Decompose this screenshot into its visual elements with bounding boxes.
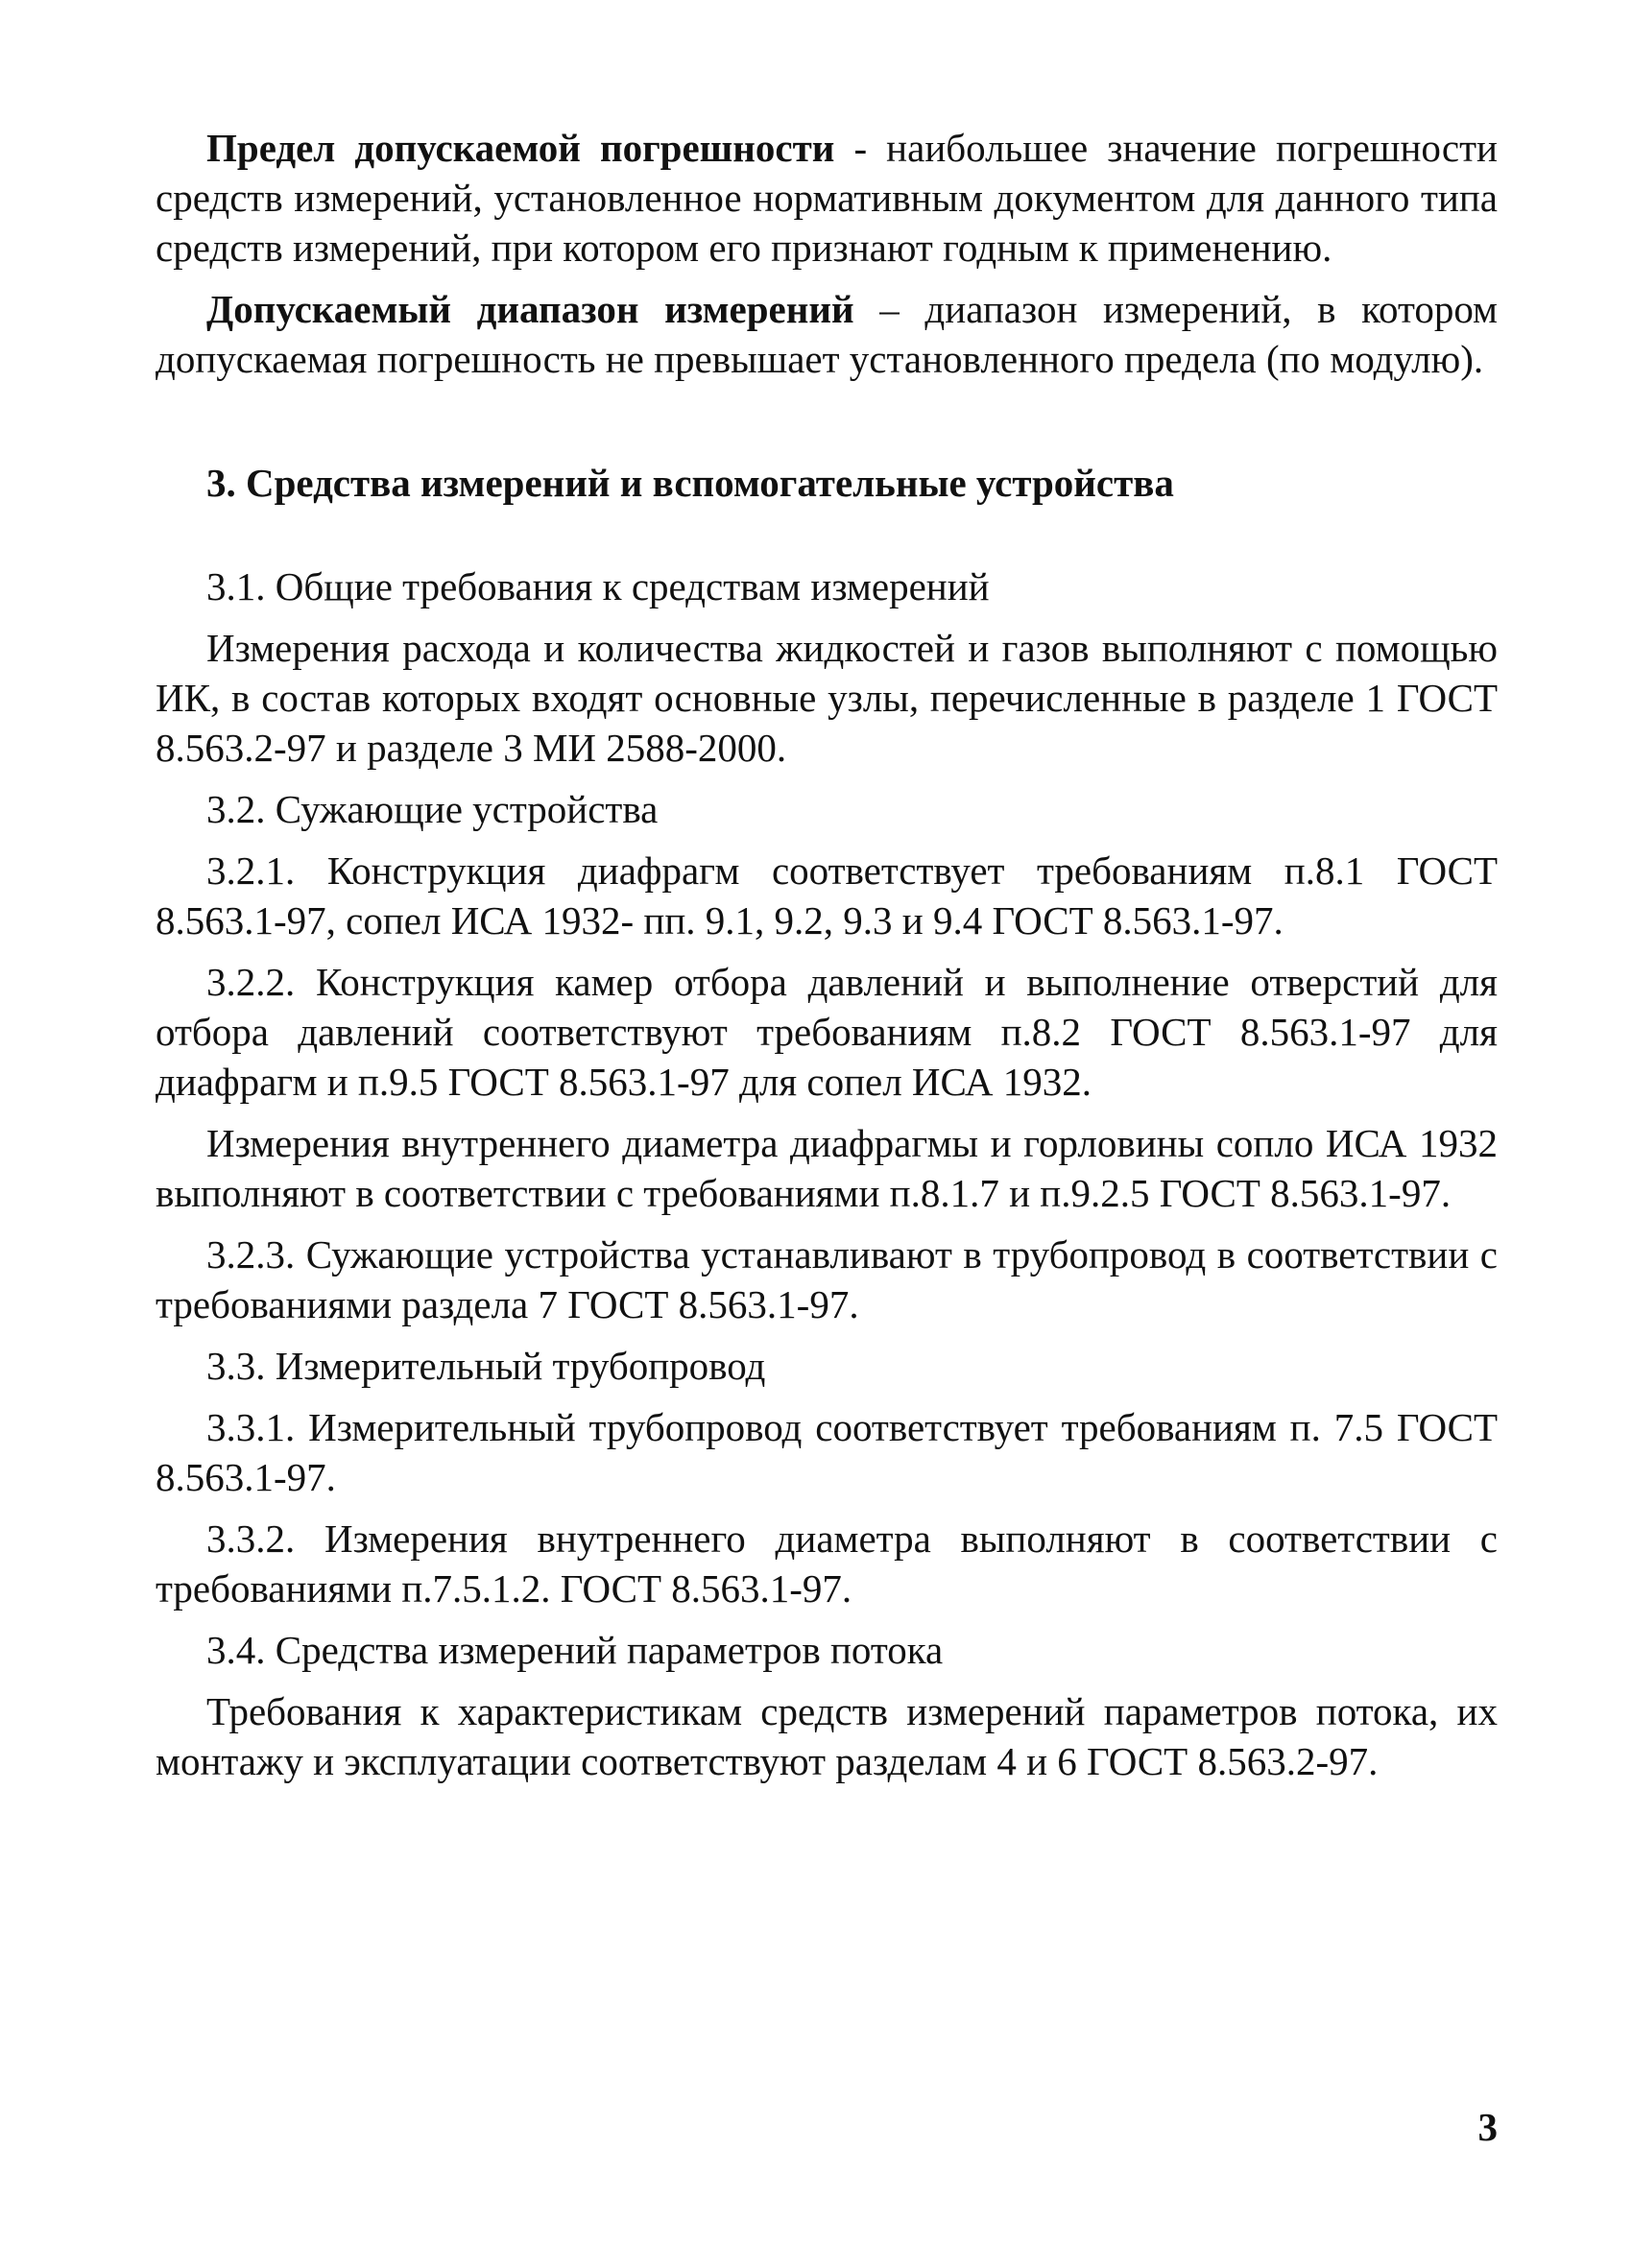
paragraph-3-4-title: 3.4. Средства измерений параметров потока: [206, 1628, 944, 1672]
paragraph-3-3-title: 3.3. Измерительный трубопровод: [206, 1344, 766, 1388]
section-heading: 3. Средства измерений и вспомогательные устройства: [206, 461, 1174, 505]
paragraph-3-2-3: 3.2.3. Сужающие устройства устанавливают в трубопровод в соответствии с требованиями раздела 7 ГОСТ 8.563.1-97.: [156, 1232, 1498, 1326]
definition-term: Допускаемый диапазон измерений: [206, 287, 854, 331]
paragraph-3-4-text: Требования к характеристикам средств измерений параметров потока, их монтажу и эксплуатации соответствуют разделам 4 и 6 ГОСТ 8.563.2-97.: [156, 1689, 1498, 1783]
definition-text: – диапазон измерений, в котором допускаемая погрешность не превышает установленного предела (по модулю).: [156, 287, 1498, 381]
paragraph-3-2-2: 3.2.2. Конструкция камер отбора давлений и выполнение отверстий для отбора давлений соответствуют требованиям п.8.2 ГОСТ 8.563.1-97 для диафрагм и п.9.5 ГОСТ 8.563.1-97 для сопел ИСА 1932.: [156, 960, 1498, 1104]
paragraph-3-2-title: 3.2. Сужающие устройства: [206, 787, 659, 831]
definition-text: - наибольшее значение погрешности средств измерений, установленное нормативным документом для данного типа средств измерений, при котором его признают годным к применению.: [156, 126, 1498, 270]
paragraph-3-1-title: 3.1. Общие требования к средствам измерений: [206, 564, 990, 609]
paragraph-3-3-1: 3.3.1. Измерительный трубопровод соответствует требованиям п. 7.5 ГОСТ 8.563.1-97.: [156, 1405, 1498, 1499]
definition-max-permissible-error: [156, 123, 1498, 273]
paragraph-3-2-1: 3.2.1. Конструкция диафрагм соответствует требованиям п.8.1 ГОСТ 8.563.1-97, сопел ИСА 1932- пп. 9.1, 9.2, 9.3 и 9.4 ГОСТ 8.563.1-97.: [156, 848, 1498, 943]
paragraph-3-1-text: Измерения расхода и количества жидкостей и газов выполняют с помощью ИК, в состав которых входят основные узлы, перечисленные в разделе 1 ГОСТ 8.563.2-97 и разделе 3 МИ 2588-2000.: [156, 626, 1498, 770]
page-content: [156, 123, 1498, 1786]
paragraph-3-3-2: 3.3.2. Измерения внутреннего диаметра выполняют в соответствии с требованиями п.7.5.1.2. ГОСТ 8.563.1-97.: [156, 1516, 1498, 1611]
definition-permissible-range: [156, 284, 1498, 384]
definition-term: Предел допускаемой погрешности: [206, 126, 835, 170]
page-number: 3: [1477, 2105, 1498, 2149]
paragraph-diameter-measurement: Измерения внутреннего диаметра диафрагмы и горловины сопло ИСА 1932 выполняют в соответствии с требованиями п.8.1.7 и п.9.2.5 ГОСТ 8.563.1-97.: [156, 1121, 1498, 1215]
